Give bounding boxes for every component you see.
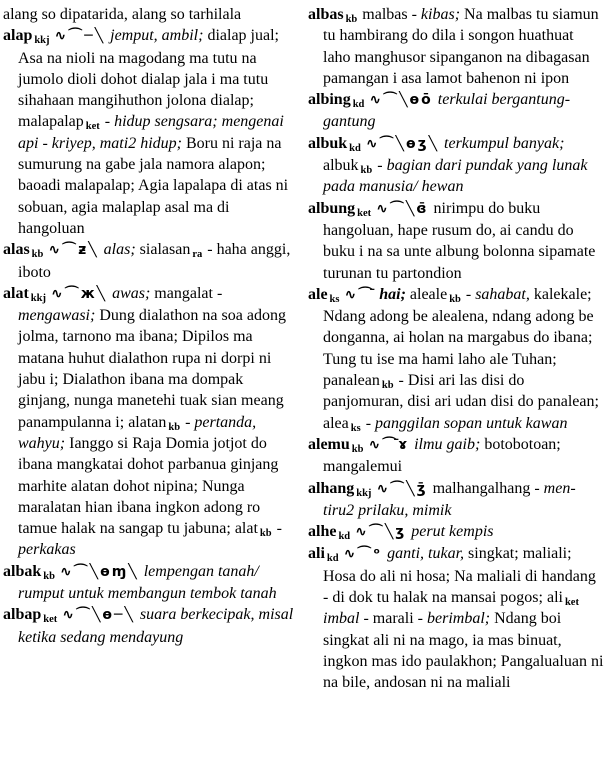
entry-alemu — [308, 434, 604, 478]
text-segment: - haha anggi, iboto — [18, 241, 291, 281]
text-segment: Ianggo si Raja Domia jotjot do ibana mangkatai dohot parbanua ginjang marhite alatan dohot nipina; Nunga maralatan hian ibana ingkon adong ro tamue halak na sangap tu jabuna; alat — [18, 434, 279, 538]
text-segment: jemput, ambil; — [110, 27, 204, 45]
text-segment: malbas - — [362, 6, 421, 23]
headword: alap — [3, 27, 33, 45]
text-segment: perkakas — [18, 541, 76, 559]
headword: alas — [3, 241, 30, 259]
text-segment: terkulai bergantung-gantung — [323, 91, 571, 131]
headword: alat — [3, 284, 29, 302]
pos-tag-inline: kb — [381, 380, 394, 392]
pos-tag: kb — [345, 14, 358, 25]
text-segment: suara berkecipak, misal ketika sedang mendayung — [18, 606, 294, 646]
text-segment: lempengan tanah/ rumput untuk membangun tembok tanah — [18, 562, 277, 603]
text-segment: alas; — [103, 241, 136, 259]
text-segment: Na malbas tu siamun tu hambirang do dila i songon huathuat laho manghusor sipanganon na dibagasan pamangan i asa lamot bahenon ni ipon — [323, 6, 599, 87]
headword: albap — [3, 606, 42, 624]
text-segment: - — [373, 157, 387, 175]
headword: albas — [308, 6, 344, 23]
pos-tag-inline: kb — [449, 293, 461, 305]
text-segment: kibas; — [420, 6, 461, 23]
batak-script: ∿⌒̄ — [344, 286, 375, 303]
pos-tag-inline: kb — [259, 528, 272, 540]
text-segment: perut kempis — [411, 523, 494, 541]
text-segment: nirimpu do buku hangoluan, hape rusum do, ai candu do buku i na sa unte albung bolonna sipamate turunan tu partondion — [323, 199, 596, 282]
pos-tag: kd — [352, 99, 365, 111]
pos-tag-inline: ks — [350, 422, 361, 434]
pos-tag: kkj — [34, 35, 50, 47]
text-segment: - — [272, 520, 282, 538]
text-segment: - — [461, 285, 476, 303]
pos-tag: kb — [43, 570, 55, 582]
batak-script: ∿⌒ж╲ — [50, 285, 108, 302]
pos-tag: ks — [329, 293, 340, 305]
pos-tag: kkj — [356, 487, 372, 499]
left-column — [3, 4, 299, 768]
text-segment: dialap jual; Asa na nioli na magodang ma tutu na jumolo dioli dohot dialap jala i ma tutu sihahaan mangihuthon jolona dialap; malapalap — [18, 27, 279, 131]
pos-tag-inline: ket — [564, 597, 579, 609]
headword: alhe — [308, 523, 337, 541]
headword: alemu — [308, 435, 350, 453]
text-segment: kalekale; Ndang adong be alealena, ndang adong be donganna, ai holan na margabus do ibana; Tung tu ise ma hami laho ale Tuhan; panalean — [323, 285, 594, 390]
batak-script: ∿⌒╲ɞ̄ — [376, 200, 429, 217]
text-segment: bagian dari pundak yang lunak pada manusia/ hewan — [323, 157, 588, 196]
text-segment: aleale — [405, 285, 448, 303]
text-segment: sahabat, — [475, 285, 530, 303]
pos-tag: ket — [43, 614, 58, 626]
entry-ali — [308, 543, 604, 693]
text-segment: sialasan — [135, 241, 191, 259]
text-segment: panggilan sopan untuk kawan — [375, 414, 568, 432]
entry-albap — [3, 604, 299, 648]
pos-tag: kb — [31, 249, 44, 261]
batak-script: ∿⌒╲ɵ─╲ — [62, 607, 135, 624]
entry-albak — [3, 561, 299, 605]
text-segment: - — [100, 113, 115, 131]
text-segment: terkumpul banyak; — [444, 134, 565, 152]
entry-alhe — [308, 521, 604, 543]
text-segment: mengawasi; — [18, 307, 96, 325]
text-segment: awas; — [112, 284, 151, 302]
text-segment: Boru ni raja na sumurung na gabe jala namora alapon; baoadi malapalap; Agia lapalapa di atas ni sobuan, agia malaplap asal ma di hangoluan — [18, 134, 289, 237]
text-segment: - — [181, 413, 195, 431]
entry-alhang — [308, 478, 604, 522]
batak-script: ∿⌒─╲ — [54, 28, 106, 45]
batak-script: ∿⌒╲ɵō — [369, 92, 433, 109]
text-segment: mangalat - — [150, 284, 223, 302]
entry-alat — [3, 283, 299, 561]
entry-alas — [3, 239, 299, 283]
headword: ali — [308, 545, 325, 563]
text-segment: imbal — [323, 610, 360, 628]
text-segment: - Disi ari las disi do panjomuran, disi ari udan disi do panalean; alea — [323, 372, 599, 432]
headword: albung — [308, 199, 356, 217]
headword: albing — [308, 91, 351, 109]
continuation-line: alang so dipatarida, alang so tarhilala — [3, 6, 242, 23]
batak-script: ∿⌒̄ɤ — [368, 436, 410, 453]
batak-script: ∿⌒╲ɵʒ╲ — [365, 135, 440, 152]
text-segment: - marali - — [359, 610, 427, 628]
text-segment: ilmu gaib; — [414, 435, 481, 453]
batak-script: ∿⌒ᵒ — [343, 546, 383, 563]
text-segment: botobotoan; mangalemui — [323, 435, 561, 476]
entry-albing — [308, 89, 604, 133]
entry-albung — [308, 198, 604, 284]
text-segment: hidup sengsara; mengenai api - kriyep, mati2 hidup; — [18, 113, 284, 152]
text-segment: albuk — [323, 157, 359, 175]
headword: albak — [3, 562, 42, 580]
pos-tag-inline: kb — [360, 165, 373, 177]
text-segment: Dung dialathon na soa adong jolma, tarnono ma ibana; Dipilos ma matana huhut dialathon rupa ni dorpi ni jabu i; Dialathon ibana ma dompak ginjang, nunga manetehi tuak sian meang panampulanna i; alatan — [18, 307, 286, 431]
text-segment: hai; — [379, 285, 406, 303]
headword: albuk — [308, 134, 348, 152]
entry-ale — [308, 284, 604, 434]
text-segment: Ndang boi singkat ali ni na mago, ia mas binuat, ingkon mas ido paulakhon; Pangalualuan ni na bile, andosan ni na maliali — [323, 610, 604, 692]
pos-tag: kd — [349, 142, 361, 154]
text-segment: berimbal; — [426, 610, 491, 628]
text-segment: ganti, tukar, — [387, 545, 465, 563]
pos-tag-inline: kb — [168, 421, 181, 433]
pos-tag: kb — [351, 443, 364, 455]
pos-tag: kd — [338, 531, 351, 543]
batak-script: ∿⌒╲ʒ — [355, 524, 407, 541]
text-segment: men-tiru2 prilaku, mimik — [323, 479, 576, 519]
headword: alhang — [308, 479, 355, 497]
text-segment: pertanda, wahyu; — [18, 413, 257, 452]
pos-tag: ket — [357, 207, 372, 219]
text-segment: singkat; maliali; Hosa do ali ni hosa; Na maliali di handang - di dok tu halak na mansai pogos; ali — [323, 545, 596, 607]
text-segment: malhangalhang - — [432, 479, 544, 497]
pos-tag-inline: ra — [192, 249, 203, 261]
batak-script: ∿⌒╲ʒ̄ — [376, 480, 428, 497]
text-segment: - — [361, 414, 376, 432]
pos-tag: kkj — [30, 292, 46, 304]
right-column — [308, 4, 604, 768]
entry-alap — [3, 25, 299, 239]
headword: ale — [308, 285, 328, 303]
pos-tag: kd — [326, 553, 339, 565]
entry-albas — [308, 4, 604, 89]
entry-albuk — [308, 133, 604, 198]
batak-script: ∿⌒ƶ╲ — [48, 242, 99, 259]
pos-tag-inline: ket — [85, 121, 100, 133]
batak-script: ∿⌒╲ɵɱ╲ — [59, 563, 139, 580]
